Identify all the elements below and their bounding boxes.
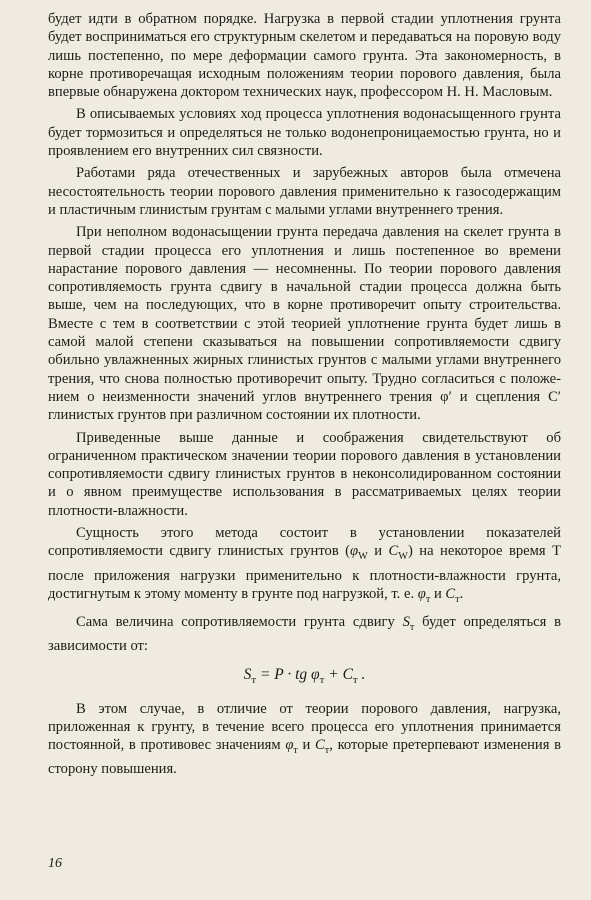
page-number: 16 bbox=[48, 856, 62, 871]
paragraph-5: Приведенные выше данные и соображения свидетельствуют об ограниченном практическом значении теории порового давления в установлении сопротивляемости сдвигу глинистых грунтов в неконсолидированном состоянии и о явном преимуществе использования в рассматриваемых целях теории плотности-влажности. bbox=[48, 429, 561, 519]
paragraph-4: При неполном водонасыщении грунта передача давления на скелет грунта в первой стадии процесса его уплотнения и лишь постепенное во времени нарастание порового давления — несомненны. По теории порового давления сопротивляемость грунта сдвигу в начальной стадии процесса должна быть выше, чем на последующих, что в корне противоречит опыту строительства. Вместе с тем в соответствии с этой теорией уплотнение грунта будет лишь в самой малой степени сказываться на повышении сопротивляемости сдвигу обильно увлажненных жирных глинистых грунтов с малыми углами внутреннего трения, что снова полностью противоречит опыту. Трудно согласиться с положением о неизменности значений углов внутреннего трения φ′ и сцепления C′ глинистых грунтов при различном состоянии их плотности. bbox=[48, 224, 561, 424]
paragraph-1: будет идти в обратном порядке. Нагрузка в первой стадии уплотнения грунта будет восприниматься его структурным скелетом и передаваться на поровую воду лишь постепенно, по мере деформации самого грунта. Эта закономерность, в корне противоречащая исходным положениям теории порового давления, была впервые обнаружена доктором технических наук, профессором Н. Н. Масловым. bbox=[48, 11, 561, 101]
paragraph-7: Сама величина сопротивляемости грунта сдвигу $S_т$ будет определяться в зависимости от: bbox=[48, 614, 561, 655]
paragraph-8: В этом случае, в отличие от теории порового давления, нагрузка, приложенная к грунту, в течение всего процесса его уплотнения принимается постоянной, в противовес значениям $\varphi_т$ и $C_т$, которые претерпевают изменения в сторону повышения. bbox=[48, 700, 561, 778]
paragraph-2: В описываемых условиях ход процесса уплотнения водонасыщенного грунта будет тормозиться и определяться не только водонепроницаемостью грунта, но и проявлением его внутренних сил связности. bbox=[48, 106, 561, 160]
paragraph-3: Работами ряда отечественных и зарубежных авторов была отмечена несостоятельность теории порового давления применительно к газосодержащим и пластичным глинистым грунтам с малыми углами внутреннего трения. bbox=[48, 165, 561, 218]
shear-resistance-formula: $S_т = P$ · tg $\varphi_т + C_т$ . bbox=[243, 665, 366, 686]
paragraph-6: Сущность этого метода состоит в установлении показателей сопротивляемости сдвигу глинистых грунтов ($\varphi_W$ и $C_W$) на некоторое время T после приложения нагрузки применительно к плотности-влажности грунта, достигнутым к этому моменту в грунте под нагрузкой, т. е. $\varphi_т$ и $C_т$. bbox=[48, 525, 561, 605]
